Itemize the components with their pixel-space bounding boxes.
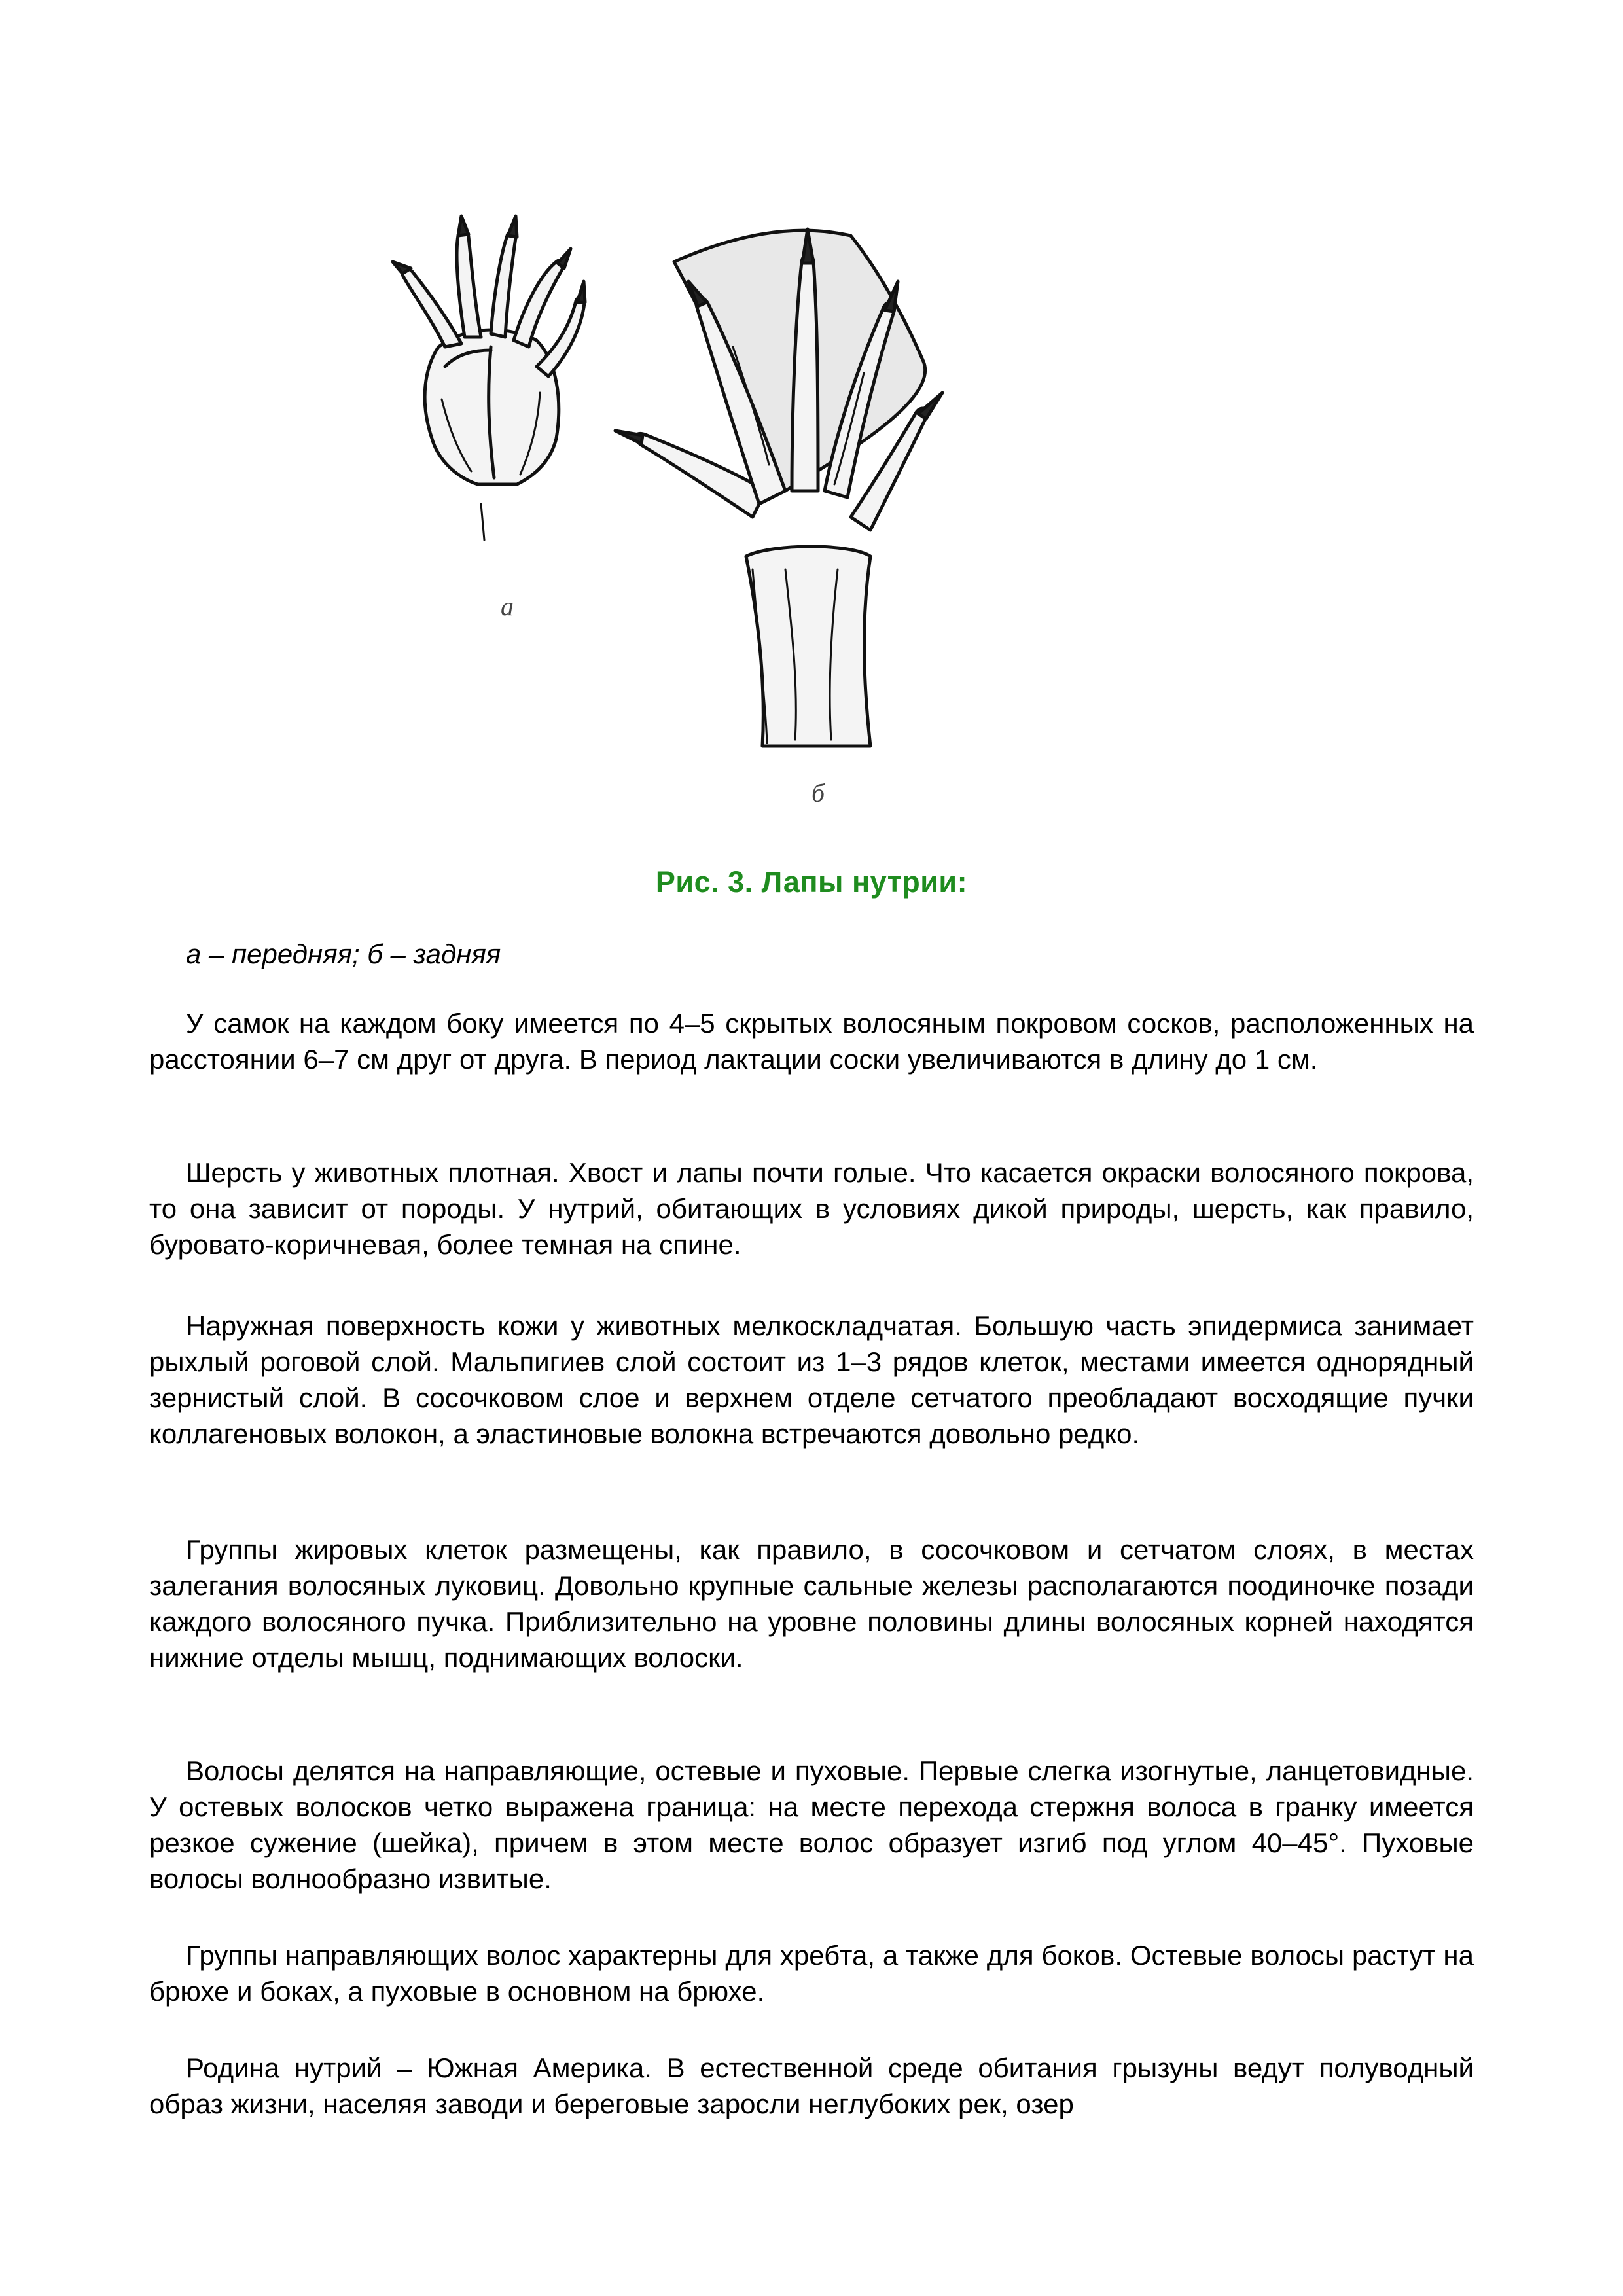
paragraph: Группы жировых клеток размещены, как правило, в сосочковом и сетчатом слоях, в местах залегания волосяных луковиц. Довольно крупные сальные железы располагаются поодиночке позади каждого волосяного пучка. Приблизительно на уровне половины длины волосяных корней находятся нижние отделы мышц, поднимающих волоски. bbox=[149, 1534, 1474, 1673]
figure-nutria-paws bbox=[366, 151, 1296, 831]
paragraph: У самок на каждом боку имеется по 4–5 скрытых волосяным покровом сосков, расположенных на расстоянии 6–7 см друг от друга. В период лактации соски увеличиваются в длину до 1 см. bbox=[149, 1008, 1474, 1075]
figure-caption-legend: а – передняя; б – задняя bbox=[186, 939, 501, 969]
paragraph: Шерсть у животных плотная. Хвост и лапы почти голые. Что касается окраски волосяного покрова, то она зависит от породы. У нутрий, обитающих в условиях дикой природы, шерсть, как правило, буровато-коричневая, более темная на спине. bbox=[149, 1157, 1474, 1260]
paragraph: Родина нутрий – Южная Америка. В естественной среде обитания грызуны ведут полуводный образ жизни, населяя заводи и береговые заросли неглубоких рек, озер bbox=[149, 2053, 1474, 2119]
paragraph: Наружная поверхность кожи у животных мелкоскладчатая. Большую часть эпидермиса занимает рыхлый роговой слой. Мальпигиев слой состоит из 1–3 рядов клеток, местами имеется однорядный зернистый слой. В сосочковом слое и верхнем отделе сетчатого преобладают восходящие пучки коллагеновых волокон, а эластиновые волокна встречаются довольно редко. bbox=[149, 1310, 1474, 1449]
paragraph: Волосы делятся на направляющие, остевые и пуховые. Первые слегка изогнутые, ланцетовидные. У остевых волосков четко выражена граница: на месте перехода стержня волоса в гранку имеется резкое сужение (шейка), причем в этом месте волос образует изгиб под углом 40–45°. Пуховые волосы волнообразно извитые. bbox=[149, 1755, 1474, 1894]
hind-paw-label: б bbox=[811, 778, 825, 808]
hind-paw-icon bbox=[615, 229, 942, 746]
front-paw-label: а bbox=[501, 592, 514, 621]
figure-caption-title: Рис. 3. Лапы нутрии: bbox=[655, 865, 968, 899]
front-paw-icon bbox=[393, 216, 585, 540]
paragraph: Группы направляющих волос характерны для хребта, а также для боков. Остевые волосы растут на брюхе и боках, а пуховые в основном на брюхе. bbox=[149, 1940, 1474, 2007]
